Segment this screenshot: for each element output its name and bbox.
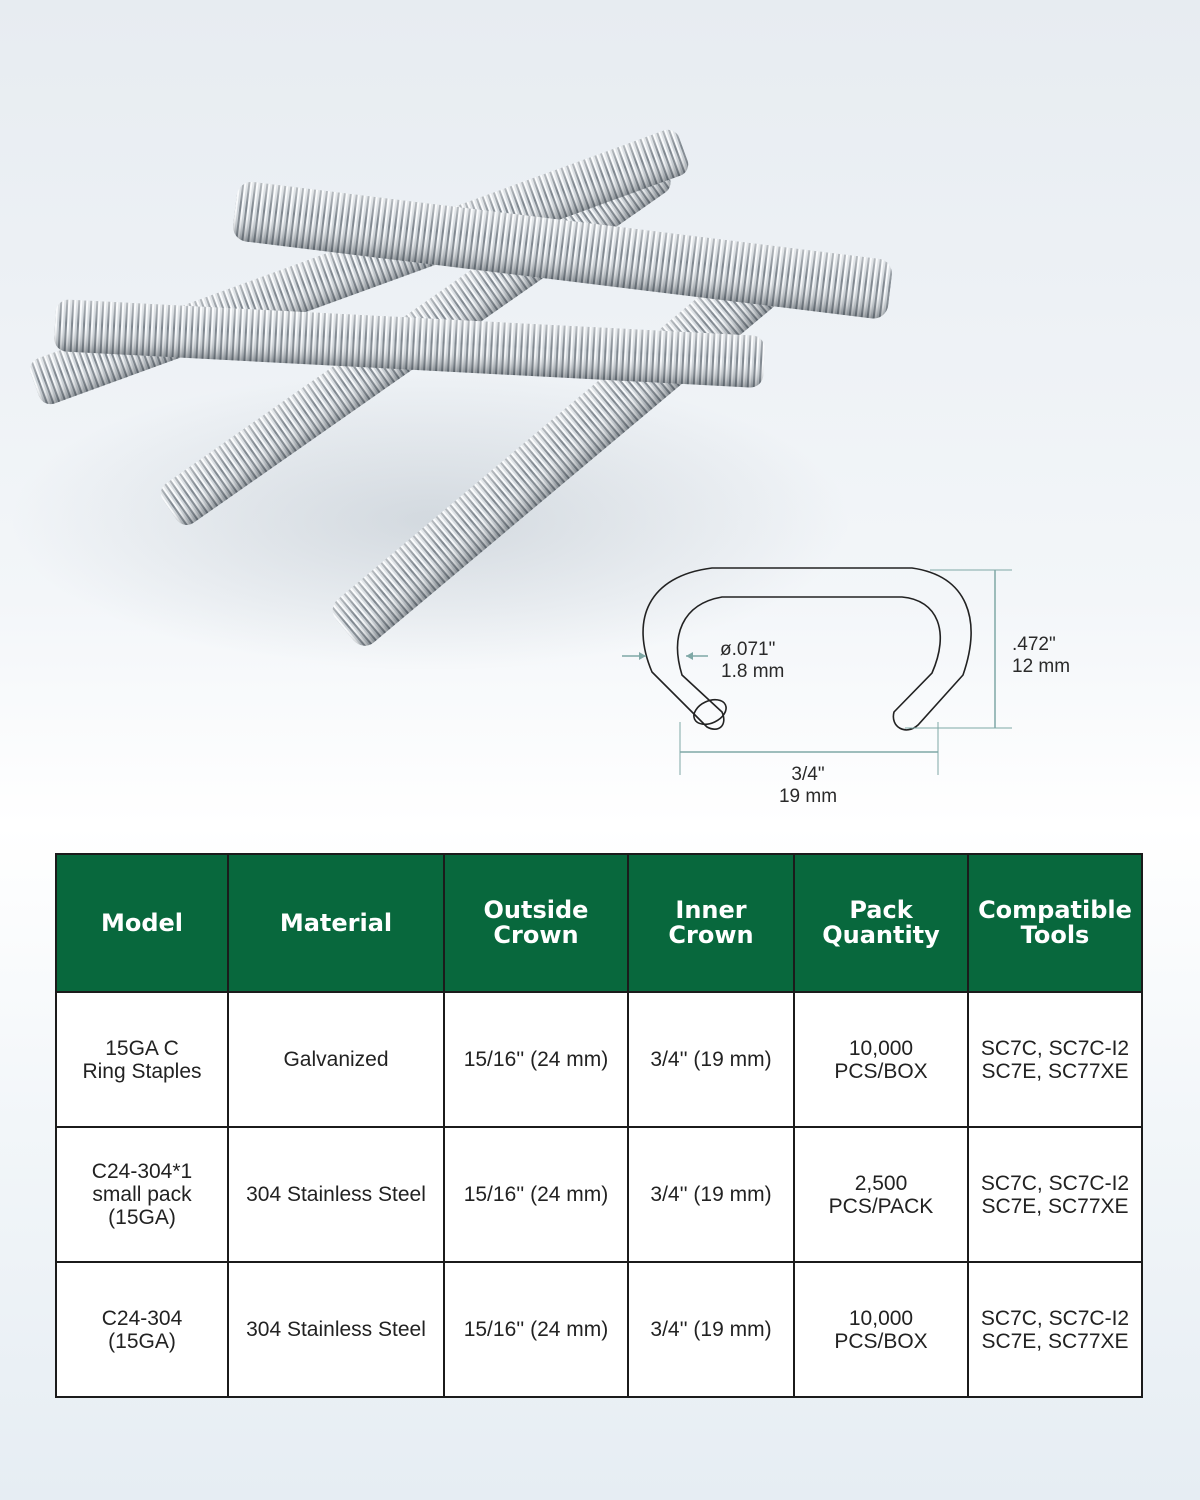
cell-model: C24-304 (15GA) (56, 1262, 228, 1397)
cell-material: Galvanized (228, 992, 444, 1127)
cell-pack-quantity: 2,500 PCS/PACK (794, 1127, 968, 1262)
height-mm-label: 12 mm (1012, 656, 1071, 677)
cell-compatible-tools: SC7C, SC7C-I2 SC7E, SC77XE (968, 1262, 1142, 1397)
header-material: Material (228, 854, 444, 992)
header-compatible-tools: Compatible Tools (968, 854, 1142, 992)
coil-staple-strips-image (10, 126, 894, 670)
cell-material: 304 Stainless Steel (228, 1127, 444, 1262)
cell-model: C24-304*1 small pack (15GA) (56, 1127, 228, 1262)
header-model: Model (56, 854, 228, 992)
cell-compatible-tools: SC7C, SC7C-I2 SC7E, SC77XE (968, 1127, 1142, 1262)
inner-crown-mm-label: 19 mm (778, 786, 838, 807)
header-outside-crown: Outside Crown (444, 854, 628, 992)
table-row (56, 1262, 1142, 1397)
table-row (56, 1127, 1142, 1262)
cell-material: 304 Stainless Steel (228, 1262, 444, 1397)
cell-outside-crown: 15/16'' (24 mm) (444, 1127, 628, 1262)
cell-outside-crown: 15/16'' (24 mm) (444, 1262, 628, 1397)
height-inch-label: .472" (1012, 634, 1056, 655)
header-inner-crown: Inner Crown (628, 854, 794, 992)
cell-compatible-tools: SC7C, SC7C-I2 SC7E, SC77XE (968, 992, 1142, 1127)
wire-diameter-mm-label: 1.8 mm (721, 661, 785, 682)
header-pack-quantity: Pack Quantity (794, 854, 968, 992)
cell-pack-quantity: 10,000 PCS/BOX (794, 1262, 968, 1397)
wire-diameter-inch-label: ø.071" (720, 639, 776, 660)
specifications-table (55, 853, 1143, 1398)
table-header-row (56, 854, 1142, 992)
cell-inner-crown: 3/4'' (19 mm) (628, 1127, 794, 1262)
cell-model: 15GA C Ring Staples (56, 992, 228, 1127)
cell-pack-quantity: 10,000 PCS/BOX (794, 992, 968, 1127)
cell-inner-crown: 3/4'' (19 mm) (628, 1262, 794, 1397)
cell-outside-crown: 15/16'' (24 mm) (444, 992, 628, 1127)
inner-crown-inch-label: 3/4" (791, 764, 825, 785)
table-row (56, 992, 1142, 1127)
cell-inner-crown: 3/4'' (19 mm) (628, 992, 794, 1127)
